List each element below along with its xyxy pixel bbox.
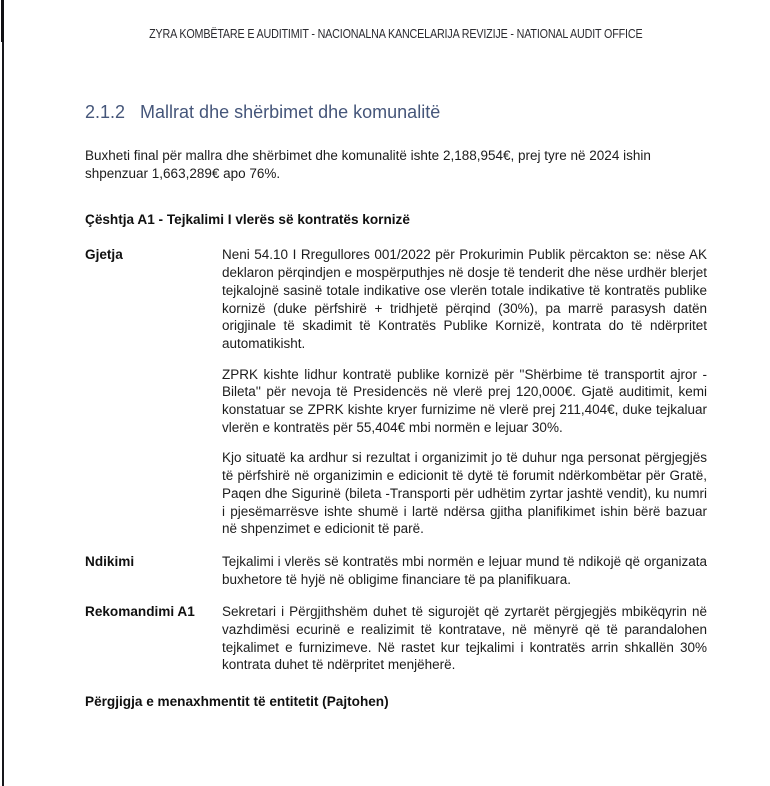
- section-heading: [85, 101, 707, 123]
- intro-paragraph: Buxheti final për mallra dhe shërbimet dhe komunalitë ishte 2,188,954€, prej tyre në 2024 ishin shpenzuar 1,663,289€ apo 76%.: [85, 148, 651, 181]
- recommendation-row: [85, 603, 707, 674]
- recommendation-label: Rekomandimi A1: [85, 604, 195, 620]
- recommendation-paragraph: Sekretari i Përgjithshëm duhet të sigurojët që zyrtarët përgjegjës mbikëqyrin në vazhdimësi ecurinë e realizimit të kontratave, në mënyrë që të parandalohen tejkalimet e furnizimeve. Në rastet kur tejkalimi i kontratës arrin shkallën 30% kontrata duhet të ndërpritet menjëherë.: [222, 604, 707, 673]
- finding-row: [85, 246, 707, 538]
- finding-body: [222, 246, 707, 538]
- impact-label: Ndikimi: [85, 553, 135, 569]
- impact-row: [85, 553, 707, 588]
- page-edge-artifact: [2, 0, 4, 786]
- document-page: [85, 0, 707, 711]
- section-title: Mallrat dhe shërbimet dhe komunalitë: [140, 102, 441, 122]
- management-response-heading: Përgjigja e menaxhmentit të entitetit (Pajtohen): [85, 694, 389, 710]
- document-header: [85, 27, 707, 41]
- document-header-text: ZYRA KOMBËTARE E AUDITIMIT - NACIONALNA KANCELARIJA REVIZIJE - NATIONAL AUDIT OFFICE: [149, 27, 643, 41]
- finding-label: Gjetja: [85, 247, 123, 263]
- page-edge-artifact-top: [1, 0, 4, 42]
- finding-paragraph: ZPRK kishte lidhur kontratë publike kornizë për ''Shërbime të transportit ajror -Bileta'' për nevoja të Presidencës në vlerë prej 120,000€. Gjatë auditimit, kemi konstatuar se ZPRK kishte kryer furnizime në vlerë prej 211,404€, duke tejkaluar vlerën e kontratës për 55,404€ mbi normën e lejuar 30%.: [222, 366, 707, 435]
- issue-heading: Çështja A1 - Tejkalimi I vlerës së kontratës kornizë: [85, 212, 410, 228]
- impact-paragraph: Tejkalimi i vlerës së kontratës mbi normën e lejuar mund të ndikojë që organizata buxhetore të hyjë në obligime financiare të pa planifikuara.: [222, 553, 707, 587]
- impact-body: [222, 553, 707, 588]
- finding-paragraph: Kjo situatë ka ardhur si rezultat i organizimit jo të duhur nga personat përgjegjës të përfshirë në organizimin e edicionit të dytë të forumit ndërkombëtar për Gratë, Paqen dhe Sigurinë (bileta -Transporti për udhëtim zyrtar jashtë vendit), ku numri i pjesëmarrësve ishte shumë i lartë ndërsa gjitha planifikimet ishin bërë bazuar në shpenzimet e edicionit të parë.: [222, 450, 707, 537]
- finding-paragraph: Neni 54.10 I Rregullores 001/2022 për Prokurimin Publik përcakton se: nëse AK deklaron përqindjen e mospërputhjes në dosje të tenderit dhe nëse urdhër blerjet tejkalojnë sasinë totale indikative ose vlerën totale indikative të kontratës publike kornizë (duke përfshirë + tridhjetë përqind (30%), pa marrë parasysh datën origjinale të skadimit të Kontratës Publike Kornizë, kontrata do të ndërpritet automatikisht.: [222, 247, 707, 351]
- section-number: 2.1.2: [85, 102, 126, 122]
- recommendation-body: [222, 603, 707, 674]
